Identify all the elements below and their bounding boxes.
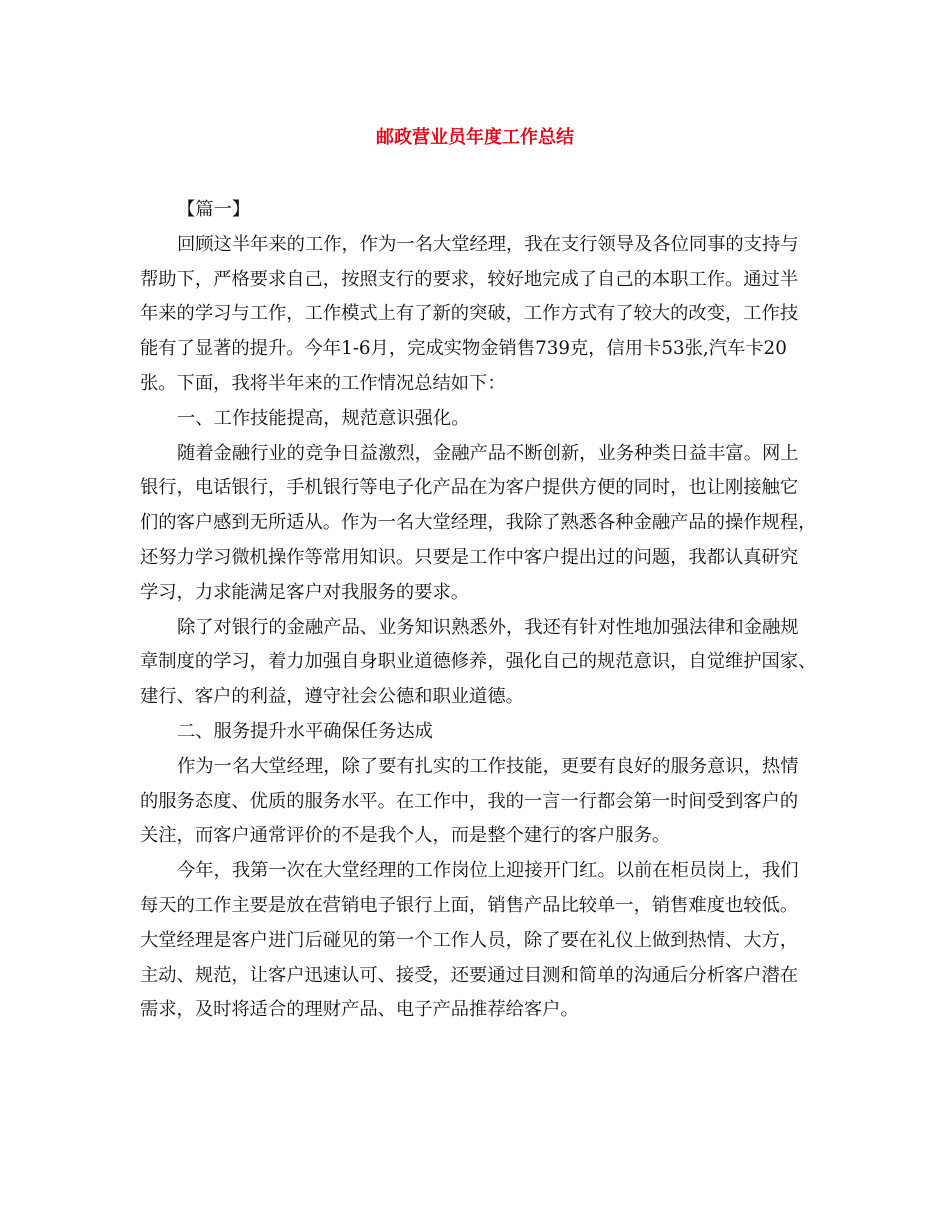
text-line: 张。下面，我将半年来的工作情况总结如下： bbox=[140, 372, 506, 394]
text-line: 章制度的学习，着力加强自身职业道德修养，强化自己的规范意识，自觉维护国家、 bbox=[140, 651, 817, 673]
text-line: 二、服务提升水平确保任务达成 bbox=[177, 720, 433, 742]
text-line: 随着金融行业的竞争日益激烈，金融产品不断创新，业务种类日益丰富。网上 bbox=[177, 442, 799, 464]
text-line: 能有了显著的提升。今年1-6月，完成实物金销售739克，信用卡53张,汽车卡20 bbox=[140, 338, 787, 360]
text-line: 们的客户感到无所适从。作为一名大堂经理，我除了熟悉各种金融产品的操作规程， bbox=[140, 512, 817, 534]
text-line: 帮助下，严格要求自己，按照支行的要求，较好地完成了自己的本职工作。通过半 bbox=[140, 268, 799, 290]
text-line: 关注，而客户通常评价的不是我个人，而是整个建行的客户服务。 bbox=[140, 825, 671, 847]
text-line: 每天的工作主要是放在营销电子银行上面，销售产品比较单一，销售难度也较低。 bbox=[140, 894, 799, 916]
text-line: 还努力学习微机操作等常用知识。只要是工作中客户提出过的问题，我都认真研究 bbox=[140, 546, 799, 568]
text-line: 银行，电话银行，手机银行等电子化产品在为客户提供方便的同时，也让刚接触它 bbox=[140, 477, 799, 499]
text-line: 一、工作技能提高，规范意识强化。 bbox=[177, 407, 470, 429]
text-line: 【篇一】 bbox=[177, 199, 251, 220]
text-line: 年来的学习与工作，工作模式上有了新的突破，工作方式有了较大的改变，工作技 bbox=[140, 303, 799, 325]
text-line: 学习，力求能满足客户对我服务的要求。 bbox=[140, 581, 470, 603]
text-line: 主动、规范，让客户迅速认可、接受，还要通过目测和简单的沟通后分析客户潜在 bbox=[140, 964, 799, 986]
document-title: 邮政营业员年度工作总结 bbox=[376, 127, 574, 148]
text-line: 建行、客户的利益，遵守社会公德和职业道德。 bbox=[140, 686, 524, 708]
text-line: 大堂经理是客户进门后碰见的第一个工作人员，除了要在礼仪上做到热情、大方， bbox=[140, 929, 799, 951]
text-line: 今年，我第一次在大堂经理的工作岗位上迎接开门红。以前在柜员岗上，我们 bbox=[177, 860, 799, 882]
text-line: 回顾这半年来的工作，作为一名大堂经理，我在支行领导及各位同事的支持与 bbox=[177, 233, 799, 255]
text-line: 需求，及时将适合的理财产品、电子产品推荐给客户。 bbox=[140, 999, 579, 1021]
text-line: 除了对银行的金融产品、业务知识熟悉外，我还有针对性地加强法律和金融规 bbox=[177, 616, 799, 638]
text-line: 作为一名大堂经理，除了要有扎实的工作技能，更要有良好的服务意识，热情 bbox=[177, 755, 799, 777]
text-line: 的服务态度、优质的服务水平。在工作中，我的一言一行都会第一时间受到客户的 bbox=[140, 790, 799, 812]
document-body bbox=[140, 193, 828, 1028]
